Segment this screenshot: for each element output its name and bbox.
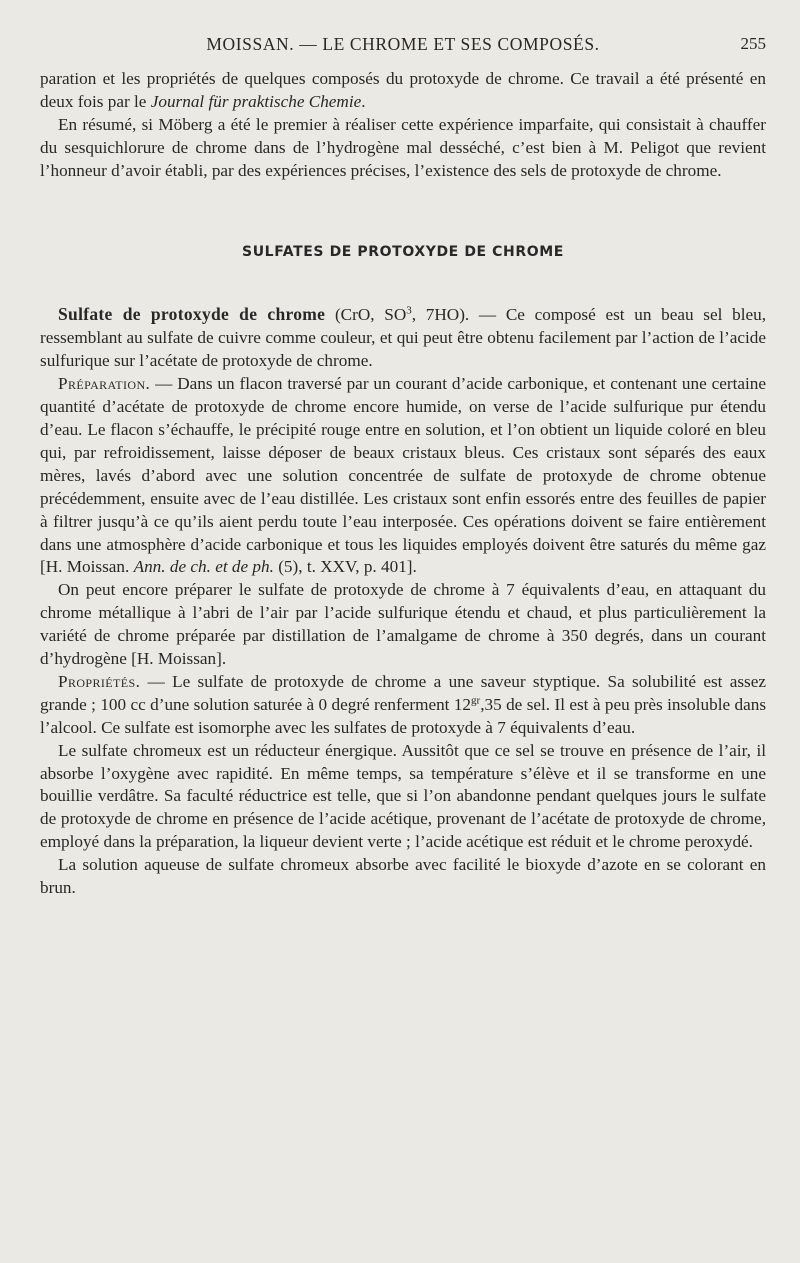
preparation-paragraph-1: [40, 373, 766, 579]
compound-name: Sulfate de protoxyde de chrome: [58, 304, 326, 325]
journal-reference: Ann. de ch. et de ph.: [133, 557, 274, 577]
running-title: MOISSAN. — LE CHROME ET SES COMPOSÉS.: [206, 34, 600, 54]
formula-part-a: (CrO, SO: [325, 305, 407, 325]
properties-paragraph-1: [40, 671, 766, 740]
intro-text-end: .: [361, 91, 366, 111]
intro-paragraph-1: [40, 68, 766, 114]
preparation-text-end: (5), t. XXV, p. 401].: [273, 557, 417, 577]
intro-paragraph-2: En résumé, si Möberg a été le premier à réaliser cette expérience imparfaite, qui consistait à chauffer du sesquichlorure de chrome dans de l’hydrogène mal desséché, c’est bien à M. Peligot que revient l’honneur d’avoir établi, par des expériences précises, l’existence des sels de protoxyde de chrome.: [40, 114, 766, 180]
preparation-paragraph-2: On peut encore préparer le sulfate de protoxyde de chrome à 7 équivalents d’eau, en attaquant du chrome métallique à l’abri de l’air par l’acide sulfurique étendu et chaud, et plus particulièrement la variété de chrome préparée par distillation de l’amalgame de chrome à 350 degrés, dans un courant d’hydrogène [H. Moissan].: [40, 580, 766, 669]
page-header: [40, 34, 766, 60]
properties-text-end: ,35 de sel. Il est à peu près insoluble dans l’alcool. Ce sulfate est isomorphe avec les sulfates de protoxyde à 7 équivalents d’eau.: [40, 694, 767, 737]
journal-title: Journal für praktische Chemie: [150, 91, 362, 111]
properties-paragraph-2: Le sulfate chromeux est un réducteur énergique. Aussitôt que ce sel se trouve en présence de l’air, il absorbe l’oxygène avec rapidité. En même temps, sa température s’élève et il se transforme en une bouillie verdâtre. Sa faculté réductrice est telle, que si l’on abandonne pendant quelques jours le sulfate de protoxyde de chrome en présence de l’acide acétique, provenant de l’acétate de protoxyde de chrome, employé dans la préparation, la liqueur devient verte ; l’acide acétique est réduit et le chrome peroxydé.: [40, 740, 766, 852]
preparation-label: Préparation.: [58, 374, 151, 394]
formula-part-b: , 7HO).: [411, 305, 470, 325]
formula-superscript: 3: [406, 304, 412, 317]
preparation-text: — Dans un flacon traversé par un courant d’acide carbonique, et contenant une certaine quantité d’acétate de protoxyde de chrome encore humide, on verse de l’acide sulfurique pur étendu d’eau. Le flacon s’échauffe, le précipité rouge entre en solution, et l’on obtient un liquide coloré en bleu qui, par refroidissement, laisse déposer de beaux cristaux bleus. Ces cristaux sont séparés des eaux mères, lavés d’abord avec une solution concentrée de sulfate de protoxyde de chrome obtenue précédemment, ensuite avec de l’eau distillée. Les cristaux sont enfin essorés entre des feuilles de papier à filtrer jusqu’à ce qu’ils aient perdu toute l’eau interposée. Ces opérations doivent se faire entièrement dans une atmosphère d’acide carbonique et tous les liquides employés doivent être saturés du même gaz [H. Moissan.: [40, 374, 766, 577]
properties-paragraph-3: La solution aqueuse de sulfate chromeux absorbe avec facilité le bioxyde d’azote en se colorant en brun.: [40, 855, 766, 898]
compound-formula: [325, 305, 469, 324]
page-number: 255: [740, 34, 766, 53]
properties-text: — Le sulfate de protoxyde de chrome a une saveur styptique. Sa solubilité est assez grande ; 100 cc d’une solution saturée à 0 degré renferment 12: [40, 671, 766, 714]
compound-paragraph: [40, 303, 766, 373]
grams-superscript: gr: [471, 694, 481, 707]
properties-label: Propriétés.: [58, 671, 141, 691]
compound-description: — Ce composé est un beau sel bleu, ressemblant au sulfate de cuivre comme couleur, et qui peut être obtenu facilement par l’action de l’acide sulfurique sur l’acétate de protoxyde de chrome.: [40, 305, 767, 371]
section-title: SULFATES DE PROTOXYDE DE CHROME: [242, 243, 564, 260]
intro-text: paration et les propriétés de quelques composés du protoxyde de chrome. Ce travail a été présenté en deux fois par le: [40, 69, 766, 111]
page-body: [40, 68, 766, 900]
